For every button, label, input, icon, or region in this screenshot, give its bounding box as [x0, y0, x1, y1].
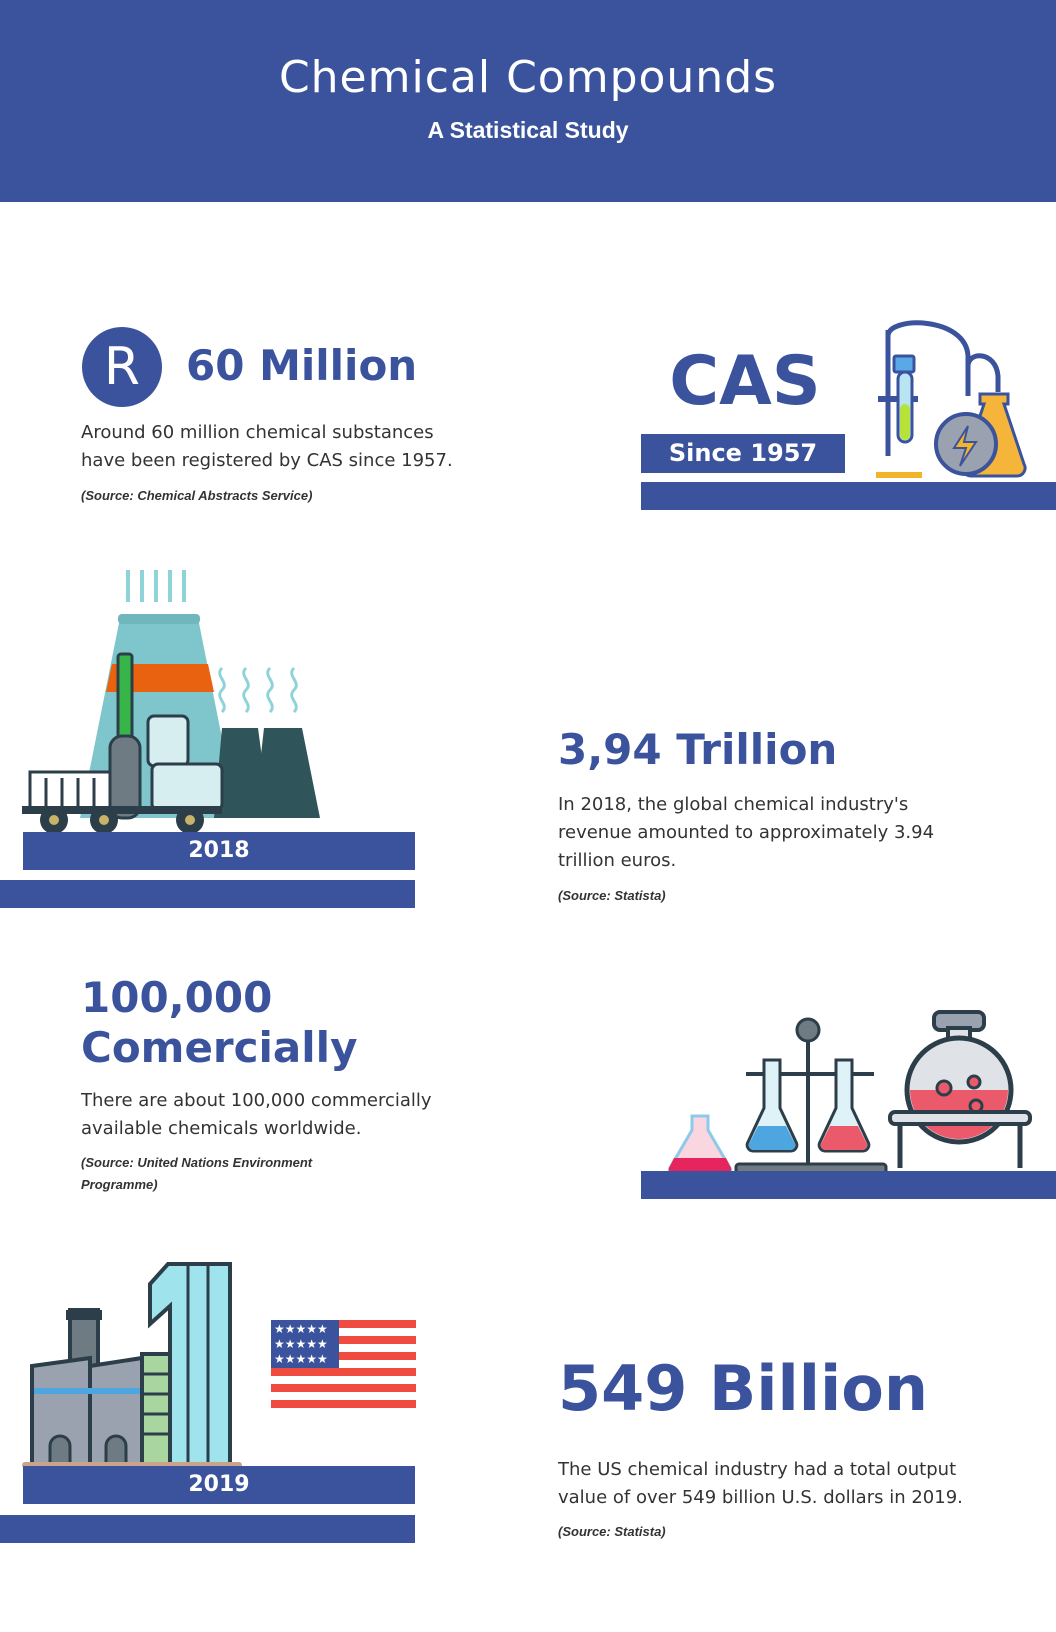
stat-100000-line1: 100,000	[81, 973, 273, 1022]
stat-3-94-trillion-source: (Source: Statista)	[558, 888, 666, 903]
registered-badge: R	[82, 327, 162, 407]
year-2019-divider-bar	[0, 1515, 415, 1543]
page-subtitle: A Statistical Study	[427, 117, 629, 143]
svg-text:★★★★★: ★★★★★	[274, 1322, 328, 1336]
stat-3-94-trillion-description: In 2018, the global chemical industry's revenue amounted to approximately 3.94 trillion euros.	[558, 794, 935, 871]
stat-60-million-source: (Source: Chemical Abstracts Service)	[81, 488, 313, 503]
header-banner	[0, 0, 1056, 202]
us-flag-icon	[271, 1320, 416, 1408]
page-title: Chemical Compounds	[278, 52, 778, 103]
svg-text:★★★★★: ★★★★★	[274, 1352, 328, 1366]
cas-divider-bar	[641, 482, 1056, 510]
year-2018-divider-bar	[0, 880, 415, 908]
stat-3-94-trillion: 3,94 Trillion	[558, 725, 838, 774]
lab-apparatus-icon	[876, 326, 1046, 482]
industrial-buildings-icon	[22, 1262, 242, 1468]
cas-title: CAS	[669, 342, 821, 421]
lab-glassware-icon	[664, 1008, 1034, 1178]
stat-100000-description: There are about 100,000 commercially available chemicals worldwide.	[81, 1090, 432, 1139]
year-2018-label: 2018	[23, 832, 415, 870]
stat-100000-line2: Comercially	[81, 1023, 358, 1072]
chemical-plant-icon	[22, 568, 342, 828]
stat-549-billion-source: (Source: Statista)	[558, 1524, 666, 1539]
stat-60-million-description: Around 60 million chemical substances have been registered by CAS since 1957.	[81, 422, 453, 471]
cas-since-label: Since 1957	[641, 434, 845, 473]
lab-divider-bar	[641, 1171, 1056, 1199]
stat-549-billion: 549 Billion	[558, 1352, 929, 1425]
stat-549-billion-description: The US chemical industry had a total output value of over 549 billion U.S. dollars in 2019.	[558, 1459, 963, 1508]
stat-100000-source: (Source: United Nations Environment Programme)	[81, 1155, 313, 1192]
stat-60-million: 60 Million	[186, 341, 418, 390]
year-2019-label: 2019	[23, 1466, 415, 1504]
svg-text:★★★★★: ★★★★★	[274, 1337, 328, 1351]
